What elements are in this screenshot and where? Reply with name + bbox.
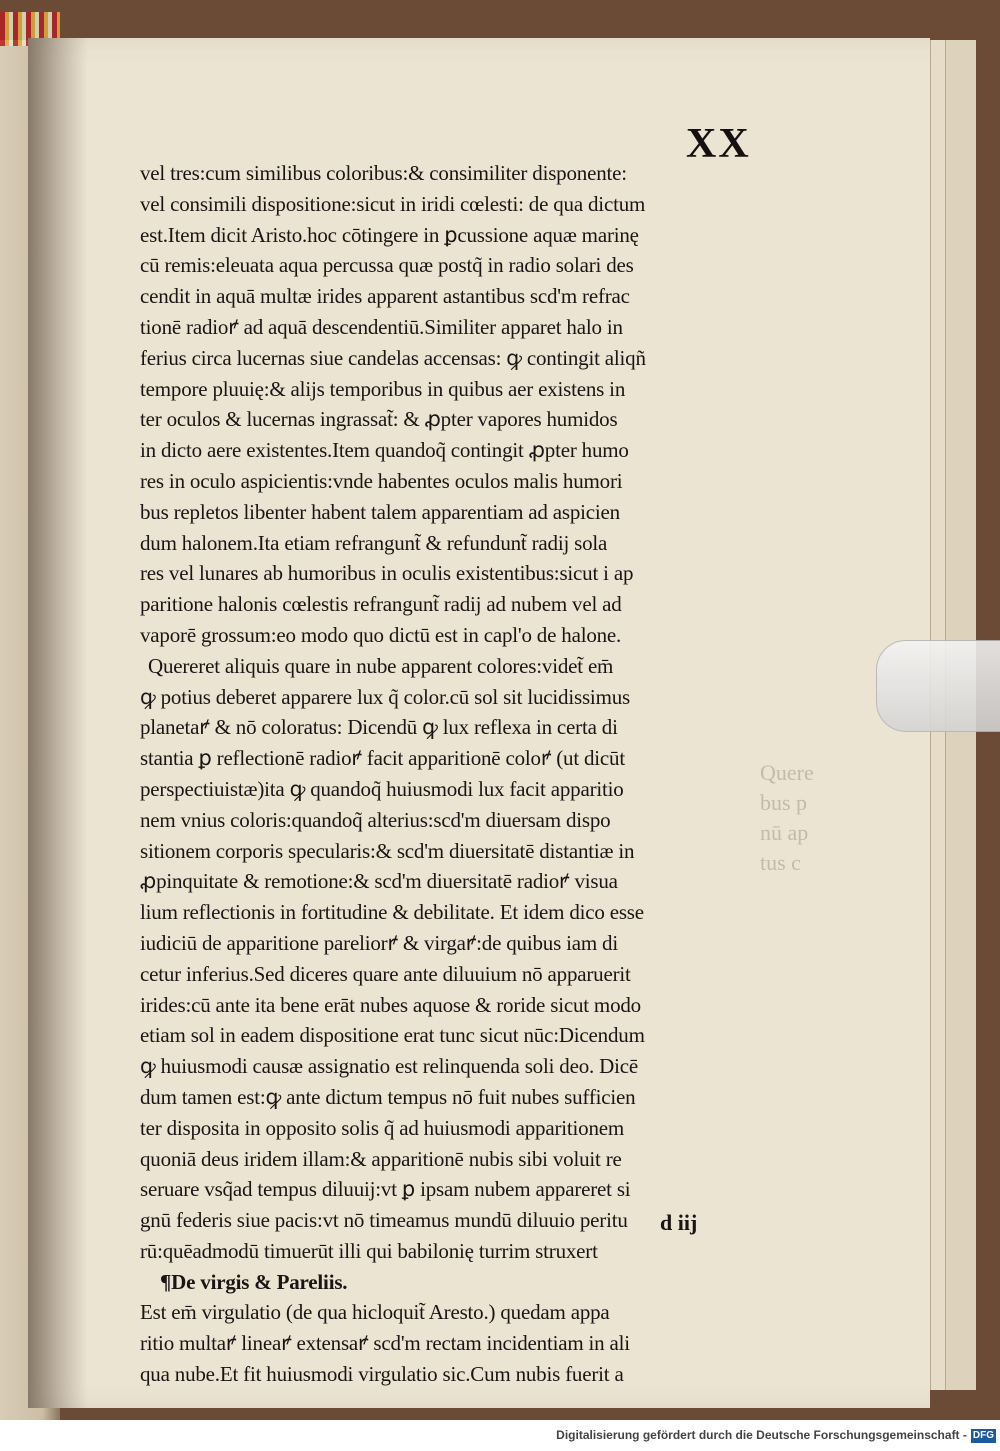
page-clip xyxy=(876,640,1000,732)
text-line: bus repletos libenter habent talem apparentiam ad aspicien xyxy=(140,499,620,524)
text-line: in dicto aere existentes.Item quandoq̃ contingit ꝓpter humo xyxy=(140,438,629,463)
text-line: irides:cū ante ita bene erāt nubes aquose & roride sicut modo xyxy=(140,992,641,1017)
text-line: ferius circa lucernas siue candelas accensas: ꝙ contingit aliqñ xyxy=(140,345,646,370)
text-line: sitionem corporis specularis:& scd'm diuersitatē distantiæ in xyxy=(140,838,635,863)
text-line: quoniā deus iridem illam:& apparitionē nubis sibi voluit re xyxy=(140,1146,622,1171)
text-line: cetur inferius.Sed diceres quare ante diluuium nō apparuerit xyxy=(140,961,631,986)
text-line: planetaꝵ & nō coloratus: Dicendū ꝙ lux reflexa in certa di xyxy=(140,715,618,740)
text-line: dum halonem.Ita etiam refrangunt̃ & refundunt̃ radij sola xyxy=(140,530,608,555)
text-line: Est em̄ virgulatio (de qua hicloquit̃ Aresto.) quedam appa xyxy=(140,1300,610,1325)
text-line: iudiciū de apparitione pareliorꝵ & virgaꝵ:de quibus iam di xyxy=(140,930,618,955)
text-line: est.Item dicit Aristo.hoc cōtingere in ꝑcussione aquæ marinę xyxy=(140,222,639,247)
text-line: vel tres:cum similibus coloribus:& consimiliter disponente: xyxy=(140,161,627,185)
footer-text: Digitalisierung gefördert durch die Deutsche Forschungsgemeinschaft - xyxy=(556,1428,967,1442)
text-line: seruare vsq̃ad tempus diluuij:vt ꝑ ipsam nubem appareret si xyxy=(140,1177,631,1202)
section-heading: ¶De virgis & Pareliis. xyxy=(160,1269,348,1294)
text-line: cendit in aquā multæ irides apparent astantibus scd'm refrac xyxy=(140,284,630,309)
text-line: stantia ꝑ reflectionē radioꝵ facit apparitionē coloꝵ (ut dicūt xyxy=(140,746,625,771)
body-text xyxy=(140,158,750,1390)
bleed-through-text: bus p xyxy=(760,790,808,815)
text-line: ꝙ potius deberet apparere lux q̃ color.cū sol sit lucidissimus xyxy=(140,684,630,709)
text-line: tionē radioꝵ ad aquā descendentiū.Similiter apparet halo in xyxy=(140,314,623,339)
text-line: qua nube.Et fit huiusmodi virgulatio sic.Cum nubis fuerit a xyxy=(140,1362,624,1387)
text-line: perspectiuistæ)ita ꝙ quandoq̃ huiusmodi lux facit apparitio xyxy=(140,776,624,801)
text-line: etiam sol in eadem dispositione erat tunc sicut nūc:Dicendum xyxy=(140,1023,645,1048)
text-line: nem vnius coloris:quandoq̃ alterius:scd'm diuersam dispo xyxy=(140,807,611,832)
text-line: lium reflectionis in fortitudine & debilitate. Et idem dico esse xyxy=(140,900,644,925)
text-line: res vel lunares ab humoribus in oculis existentibus:sicut i ap xyxy=(140,561,634,586)
bleed-through-text: tus c xyxy=(760,850,801,875)
bleed-through-text: nū ap xyxy=(760,820,809,845)
text-line: vaporē grossum:eo modo quo dictū est in capl'o de halone. xyxy=(140,622,622,647)
text-line: paritione halonis cœlestis refrangunt̃ radij ad nubem vel ad xyxy=(140,592,622,617)
text-line: rū:quēadmodū timuerūt illi qui babilonię turrim struxert xyxy=(140,1238,598,1263)
text-line: ꝓpinquitate & remotione:& scd'm diuersitatē radioꝵ visua xyxy=(140,869,618,894)
signature-mark: d iij xyxy=(660,1210,698,1235)
bleed-through-text: Quere xyxy=(760,760,814,785)
text-line: res in oculo aspicientis:vnde habentes oculos malis humori xyxy=(140,468,623,493)
gutter-shadow xyxy=(28,38,88,1408)
text-line: vel consimili dispositione:sicut in iridi cœlesti: de qua dictum xyxy=(140,191,646,216)
text-line: ritio multaꝵ lineaꝵ extensaꝵ scd'm rectam incidentiam in ali xyxy=(140,1331,630,1356)
text-line: ꝙ huiusmodi causæ assignatio est relinquenda soli deo. Dicē xyxy=(140,1054,638,1079)
text-line: dum tamen est:ꝙ ante dictum tempus nō fuit nubes sufficien xyxy=(140,1084,636,1109)
digitization-footer xyxy=(0,1420,1000,1451)
text-line: Quereret aliquis quare in nube apparent colores:videt̃ em̄ xyxy=(148,653,614,678)
folio-number: XX xyxy=(686,121,751,167)
text-line: cū remis:eleuata aqua percussa quæ postq̃ in radio solari des xyxy=(140,253,634,278)
text-line: gnū federis siue pacis:vt nō timeamus mundū diluuio peritu xyxy=(140,1208,628,1233)
text-line: tempore pluuię:& alijs temporibus in quibus aer existens in xyxy=(140,376,626,401)
text-line: ter oculos & lucernas ingrassat̃: & ꝓpter vapores humidos xyxy=(140,407,618,432)
text-line: ter disposita in opposito solis q̃ ad huiusmodi apparitionem xyxy=(140,1115,624,1140)
dfg-logo: DFG xyxy=(972,1429,994,1441)
